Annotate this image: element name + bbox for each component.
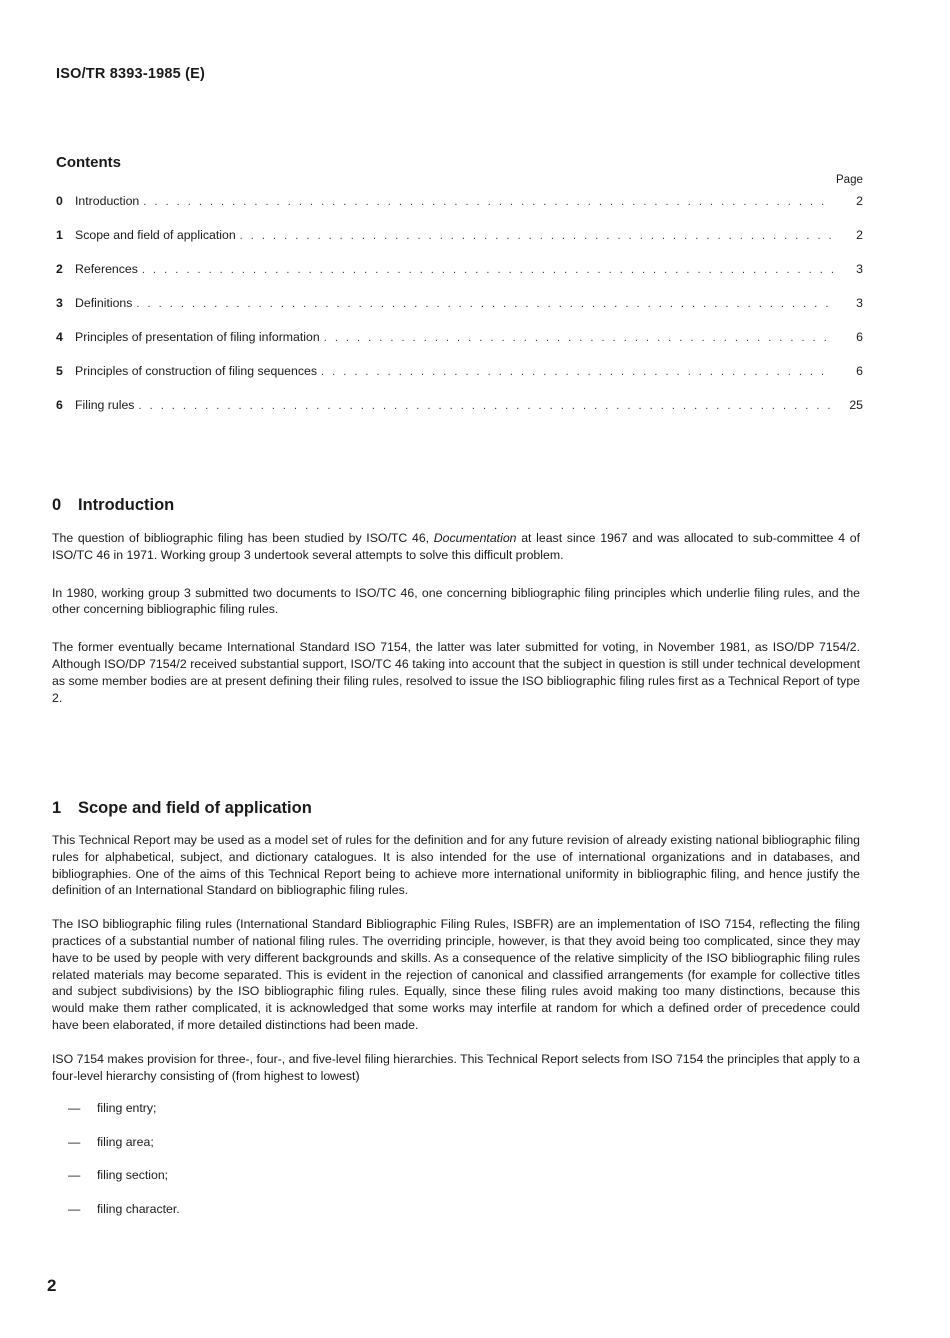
toc-entry-references[interactable] [56, 262, 863, 296]
toc-entry-definitions[interactable] [56, 296, 863, 330]
toc-entry-scope[interactable] [56, 228, 863, 262]
introduction-paragraph-1 [52, 530, 860, 564]
toc-entry-title: Principles of construction of filing sequences [75, 364, 317, 378]
paragraph-text: at least since 1967 and was allocated to sub-committee 4 of ISO/TC 46 in 1971. Working group 3 undertook several attempts to solve this difficult problem. [52, 531, 860, 562]
dash-bullet: — [68, 1201, 81, 1216]
toc-entry-construction-principles[interactable] [56, 364, 863, 398]
scope-paragraph-1: This Technical Report may be used as a model set of rules for the definition and for any future revision of already existing national bibliographic filing rules for alphabetical, subject, and dictionary catalogues. It is also intended for the use of international organizations and in databases, and bibliographies. One of the aims of this Technical Report being to achieve more international uniformity in bibliographic filing, and hence justify the definition of an International Standard on bibliographic filing rules. [52, 833, 860, 898]
scope-heading [52, 799, 860, 818]
introduction-paragraph-3: The former eventually became International Standard ISO 7154, the latter was later submitted for voting, in November 1981, as ISO/DP 7154/2. Although ISO/DP 7154/2 received substantial support, ISO/TC 46 taking into account that the subject in question is still under technical development as some member bodies are at present defining their filing rules, resolved to issue the ISO bibliographic filing rules first as a Technical Report of type 2. [52, 640, 860, 705]
dash-bullet: — [68, 1134, 81, 1149]
list-item-text: filing entry; [97, 1101, 157, 1116]
toc-entry-introduction[interactable] [56, 194, 863, 228]
list-item [52, 1202, 860, 1236]
toc-entry-page: 6 [856, 364, 863, 378]
toc-entry-number: 3 [56, 296, 63, 310]
document-id: ISO/TR 8393-1985 (E) [56, 66, 206, 82]
toc-entry-number: 5 [56, 364, 63, 378]
list-item-text: filing area; [97, 1134, 154, 1149]
toc-entry-page: 3 [856, 296, 863, 310]
toc-entry-number: 6 [56, 398, 63, 412]
toc-entry-page: 6 [856, 330, 863, 344]
toc-dot-leader [324, 332, 833, 344]
toc-dot-leader [143, 196, 833, 208]
toc-entry-filing-rules[interactable] [56, 398, 863, 432]
list-item [52, 1101, 860, 1135]
dash-bullet: — [68, 1168, 81, 1183]
toc-entry-page: 2 [856, 228, 863, 242]
toc-entry-title: Definitions [75, 296, 133, 310]
page-number: 2 [47, 1276, 57, 1295]
toc-entry-presentation-principles[interactable] [56, 330, 863, 364]
list-item-text: filing section; [97, 1168, 169, 1183]
section-number: 0 [52, 496, 62, 514]
toc-dot-leader [138, 400, 833, 412]
toc-entry-number: 0 [56, 194, 63, 208]
introduction-section [52, 496, 860, 727]
toc-entry-title: References [75, 262, 138, 276]
introduction-heading [52, 496, 860, 515]
filing-hierarchy-list [52, 1101, 860, 1235]
paragraph-text: The question of bibliographic filing has been studied by ISO/TC 46, [52, 531, 434, 545]
toc-entry-page: 25 [849, 398, 863, 412]
toc-entry-number: 1 [56, 228, 63, 242]
toc-entry-page: 3 [856, 262, 863, 276]
section-title: Scope and field of application [78, 799, 312, 817]
scope-section [52, 799, 860, 1235]
documentation-italic: Documentation [433, 531, 517, 545]
section-number: 1 [52, 799, 62, 817]
section-title: Introduction [78, 496, 175, 514]
toc-entry-title: Filing rules [75, 398, 135, 412]
contents-title: Contents [56, 154, 121, 171]
scope-paragraph-3: ISO 7154 makes provision for three-, four-, and five-level filing hierarchies. This Technical Report selects from ISO 7154 the principles that apply to a four-level hierarchy consisting of (from highest to lowest) [52, 1051, 860, 1083]
toc-entry-number: 2 [56, 262, 63, 276]
table-of-contents [56, 194, 863, 432]
scope-paragraph-2: The ISO bibliographic filing rules (International Standard Bibliographic Filing Rules, ISBFR) are an implementation of ISO 7154, reflecting the filing practices of a substantial number of national filing rules. The overriding principle, however, is that they avoid being too complicated, since they may have to be used by people with very different backgrounds and skills. As a consequence of the relative simplicity of the ISO bibliographic filing rules related materials may become separated. This is evident in the rejection of canonical and classified arrangements (for example for collective titles and subject subdivisions) by the ISO bibliographic filing rules. Equally, since these filing rules avoid making too many distinctions, because this would make them rather complicated, it is acknowledged that some works may interfile at random for which a defined order of precedence could have been elaborated, if more detailed distinctions had been made. [52, 917, 860, 1032]
introduction-paragraph-2: In 1980, working group 3 submitted two documents to ISO/TC 46, one concerning bibliographic filing principles which underlie filing rules, and the other concerning bibliographic filing rules. [52, 585, 860, 617]
toc-entry-title: Introduction [75, 194, 140, 208]
page-column-label: Page [836, 174, 863, 186]
dash-bullet: — [68, 1101, 81, 1116]
list-item [52, 1168, 860, 1202]
toc-dot-leader [240, 230, 833, 242]
toc-entry-page: 2 [856, 194, 863, 208]
toc-dot-leader [321, 366, 833, 378]
toc-entry-title: Scope and field of application [75, 228, 236, 242]
toc-entry-title: Principles of presentation of filing information [75, 330, 320, 344]
toc-dot-leader [142, 264, 833, 276]
list-item-text: filing character. [97, 1201, 180, 1216]
toc-entry-number: 4 [56, 330, 63, 344]
list-item [52, 1135, 860, 1169]
toc-dot-leader [136, 298, 833, 310]
